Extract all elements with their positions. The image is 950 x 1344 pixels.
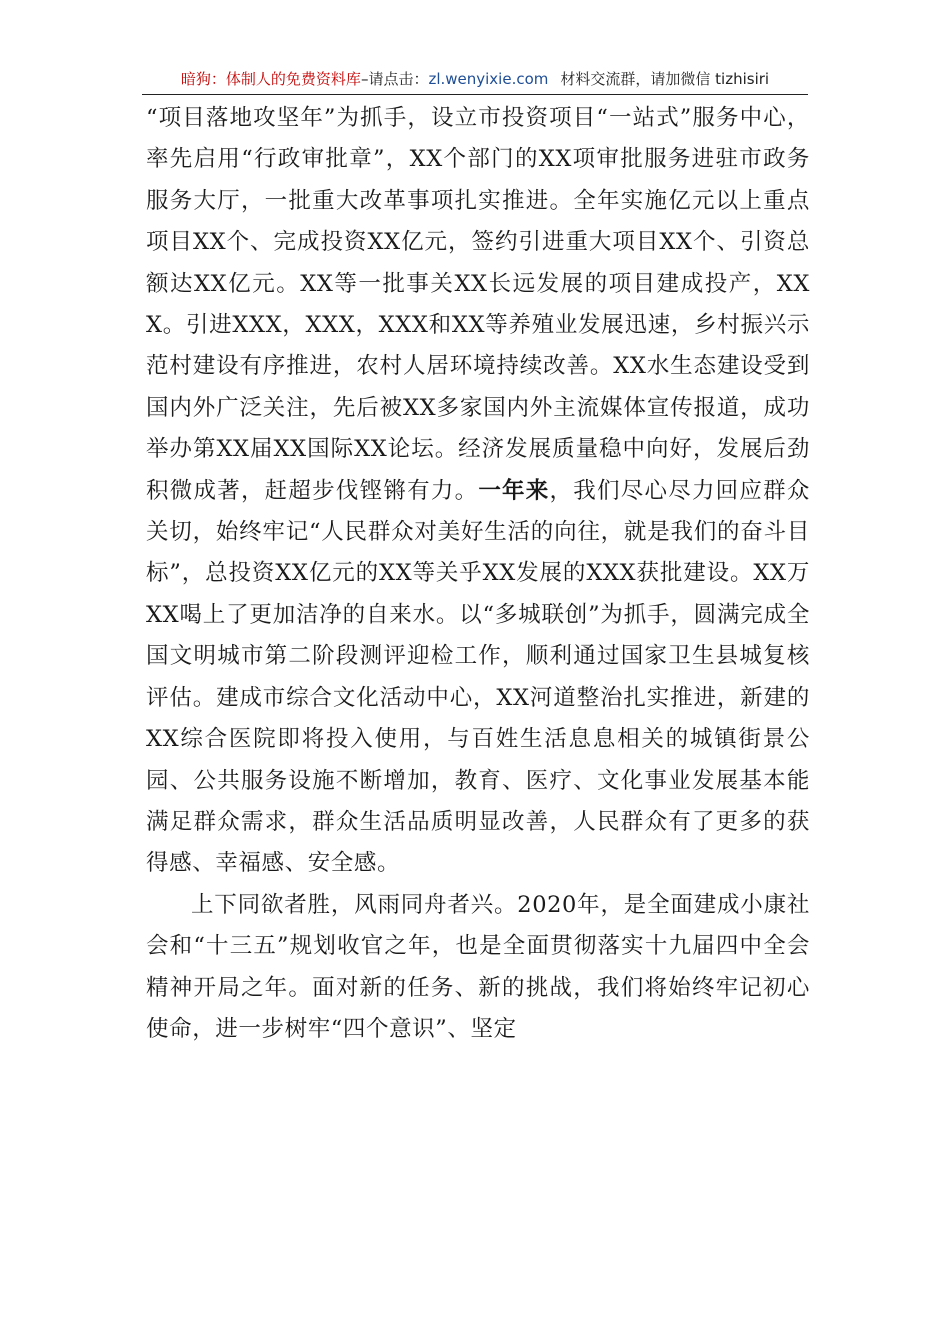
paragraph-1	[146, 98, 810, 885]
document-body	[146, 98, 810, 1050]
header-url-link[interactable]: zl.wenyixie.com	[428, 70, 549, 88]
page-header	[142, 68, 808, 95]
paragraph-1-text-b: ，我们尽心尽力回应群众关切，始终牢记“人民群众对美好生活的向往，就是我们的奋斗目标”，总投资XX亿元的XX等关乎XX发展的XXX获批建设。XX万XX喝上了更加洁净的自来水。以“多城联创”为抓手，圆满完成全国文明城市第二阶段测评迎检工作，顺利通过国家卫生县城复核评估。建成市综合文化活动中心，XX河道整治扎实推进，新建的XX综合医院即将投入使用，与百姓生活息息相关的城镇街景公园、公共服务设施不断增加，教育、医疗、文化事业发展基本能满足群众需求，群众生活品质明显改善，人民群众有了更多的获得感、幸福感、安全感。	[146, 477, 810, 877]
paragraph-2: 上下同欲者胜，风雨同舟者兴。2020年，是全面建成小康社会和“十三五”规划收官之年，也是全面贯彻落实十九届四中全会精神开局之年。面对新的任务、新的挑战，我们将始终牢记初心使命，进一步树牢“四个意识”、坚定	[146, 891, 810, 1042]
paragraph-1-text-a: “项目落地攻坚年”为抓手，设立市投资项目“一站式”服务中心，率先启用“行政审批章”，XX个部门的XX项审批服务进驻市政务服务大厅，一批重大改革事项扎实推进。全年实施亿元以上重点项目XX个、完成投资XX亿元，签约引进重大项目XX个、引资总额达XX亿元。XX等一批事关XX长远发展的项目建成投产，XXX。引进XXX，XXX，XXX和XX等养殖业发展迅速，乡村振兴示范村建设有序推进，农村人居环境持续改善。XX水生态建设受到国内外广泛关注，先后被XX多家国内外主流媒体宣传报道，成功举办第XX届XX国际XX论坛。经济发展质量稳中向好，发展后劲积微成著，赶超步伐铿锵有力。	[146, 105, 810, 504]
header-group-note: 材料交流群，请加微信 tizhisiri	[560, 70, 770, 88]
header-brand: 暗狗：体制人的免费资料库	[180, 70, 361, 88]
header-prompt: –请点击：	[360, 70, 429, 88]
paragraph-1-bold-phrase: 一年来	[478, 477, 550, 504]
